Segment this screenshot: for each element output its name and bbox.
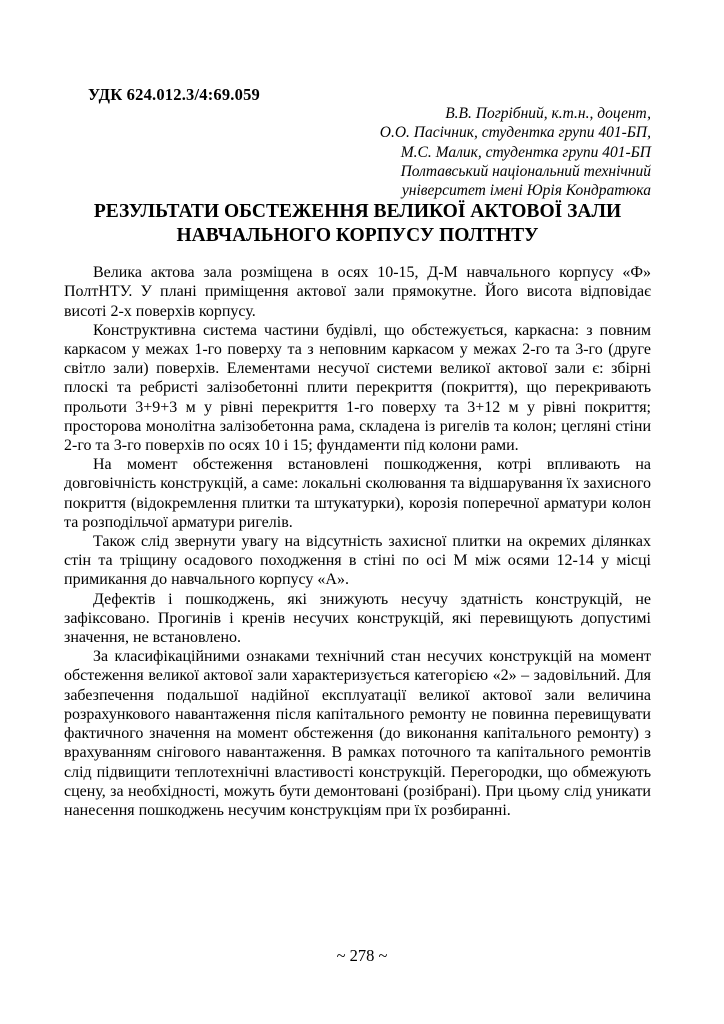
author-line-1: В.В. Погрібний, к.т.н., доцент, — [445, 105, 651, 123]
paragraph-3: На момент обстеження встановлені пошкодження, котрі впливають на довговічність конструкцій, а саме: локальні сколювання та відшарування їх захисного покриття (відокремлення плитки та штукатурки), корозія поперечної арматури колон та розподільчої арматури ригелів. — [64, 456, 652, 531]
paragraph-2: Конструктивна система частини будівлі, що обстежується, каркасна: з повним каркасом у межах 1-го поверху та з неповним каркасом у межах 2-го та 3-го (друге світло зали) поверхів. Елементами несучої системи великої актової зали є: збірні плоскі та ребристі залізобетонні плити перекриття (покриття), що перекривають прольоти 3+9+3 м у рівні перекриття 1-го поверху та 3+12 м у рівні покриття; просторова монолітна залізобетонна рама, складена із ригелів та колон; цегляні стіни 2-го та 3-го поверхів по осях 10 і 15; фундаменти під колони рами. — [64, 321, 651, 455]
paper-title: РЕЗУЛЬТАТИ ОБСТЕЖЕННЯ ВЕЛИКОЇ АКТОВОЇ ЗАЛИ НАВЧАЛЬНОГО КОРПУСУ ПОЛТНТУ — [93, 201, 622, 246]
paper-body — [64, 263, 651, 820]
authors-block — [64, 104, 651, 200]
paragraph-6: За класифікаційними ознаками технічний стан несучих конструкцій на момент обстеження великої актової зали характеризується категорією «2» – задовільний. Для забезпечення подальшої надійної експлуатації великої актової зали величина розрахункового навантаження після капітального ремонту не повинна перевищувати фактичного значення на момент обстеження (до виконання капітального ремонту) з врахуванням снігового навантаження. В рамках поточного та капітального ремонтів слід підвищити теплотехнічні властивості конструкцій. Перегородки, що обмежують сцену, за необхідності, можуть бути демонтовані (розібрані). При цьому слід уникати нанесення пошкоджень несучим конструкціям при їх розбиранні. — [64, 648, 651, 819]
udc-code: УДК 624.012.3/4:69.059 — [88, 85, 260, 104]
paragraph-1: Велика актова зала розміщена в осях 10-15, Д-М навчального корпусу «Ф» ПолтНТУ. У плані приміщення актової зали прямокутне. Його висота відповідає висоті 2-х поверхів корпусу. — [64, 264, 651, 320]
author-line-3: М.С. Малик, студентка групи 401-БП — [400, 143, 651, 161]
page-number: ~ 278 ~ — [336, 946, 388, 965]
author-line-2: О.О. Пасічник, студентка групи 401-БП, — [379, 124, 651, 142]
affiliation-line-1: Полтавський національний технічний — [400, 162, 651, 180]
affiliation-line-2: університет імені Юрія Кондратюка — [401, 182, 651, 200]
paragraph-5: Дефектів і пошкоджень, які знижують несучу здатність конструкцій, не зафіксовано. Прогинів і кренів несучих конструкцій, які перевищують допустимі значення, не встановлено. — [64, 590, 651, 647]
paragraph-4: Також слід звернути увагу на відсутність захисної плитки на окремих ділянках стін та тріщину осадового походження в стіні по осі М між осями 12-14 у місці примикання до навчального корпусу «А». — [64, 533, 651, 589]
